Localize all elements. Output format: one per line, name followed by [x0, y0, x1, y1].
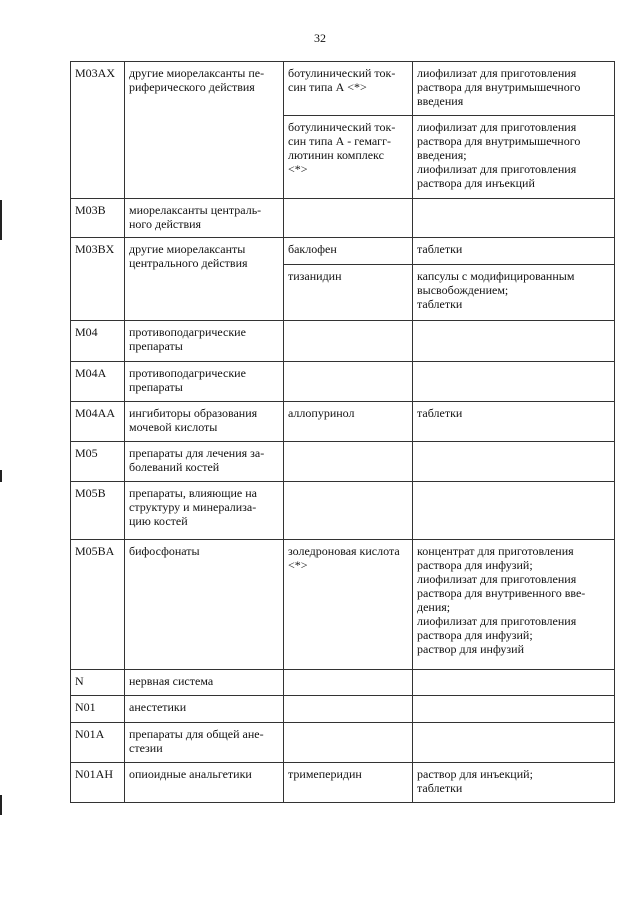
dosage-form-cell [413, 723, 615, 763]
atc-code-cell [71, 238, 125, 321]
drug-name-cell [284, 670, 413, 696]
table-row [71, 362, 615, 402]
scan-edge-mark [0, 795, 2, 815]
atc-code-text: M05 [75, 446, 98, 460]
atc-code-cell [71, 402, 125, 442]
anatomical-group-text: другие миорелаксанты пе- риферического действия [129, 66, 265, 94]
drug-name-cell [284, 199, 413, 238]
drug-name-cell [284, 696, 413, 723]
scan-edge-mark [0, 470, 2, 482]
anatomical-group-text: бифосфонаты [129, 544, 200, 558]
dosage-form-text: лиофилизат для приготовления раствора для внутримышечного введения [417, 66, 581, 108]
dosage-form-cell [413, 238, 615, 265]
drug-name-text: золедроновая кислота <*> [288, 544, 400, 572]
drug-name-cell [284, 402, 413, 442]
drug-name-cell [284, 362, 413, 402]
anatomical-group-cell [125, 723, 284, 763]
drug-name-text: баклофен [288, 242, 337, 256]
drug-name-cell [284, 763, 413, 803]
scan-edge-mark [0, 200, 2, 240]
atc-code-text: M03B [75, 203, 106, 217]
page-number: 32 [314, 31, 326, 45]
anatomical-group-cell [125, 62, 284, 199]
drug-name-cell [284, 265, 413, 321]
atc-code-cell [71, 199, 125, 238]
atc-code-text: M04AA [75, 406, 116, 420]
dosage-form-text: таблетки [417, 242, 463, 256]
drug-name-cell [284, 540, 413, 670]
drug-name-text: тримеперидин [288, 767, 362, 781]
anatomical-group-cell [125, 482, 284, 540]
anatomical-group-text: нервная система [129, 674, 214, 688]
dosage-form-cell [413, 321, 615, 362]
dosage-form-cell [413, 442, 615, 482]
anatomical-group-text: ингибиторы образования мочевой кислоты [129, 406, 258, 434]
anatomical-group-cell [125, 321, 284, 362]
table-row [71, 199, 615, 238]
dosage-form-cell [413, 362, 615, 402]
anatomical-group-text: препараты для лечения за- болеваний костей [129, 446, 265, 474]
anatomical-group-cell [125, 402, 284, 442]
anatomical-group-text: противоподагрические препараты [129, 325, 246, 353]
table-row [71, 321, 615, 362]
anatomical-group-text: миорелаксанты централь- ного действия [129, 203, 262, 231]
dosage-form-cell [413, 540, 615, 670]
drug-name-cell [284, 482, 413, 540]
dosage-form-cell [413, 62, 615, 116]
anatomical-group-cell [125, 670, 284, 696]
dosage-form-text: капсулы с модифицированным высвобождением; таблетки [417, 269, 575, 311]
drug-list-table [70, 61, 615, 803]
atc-code-cell [71, 362, 125, 402]
dosage-form-cell [413, 696, 615, 723]
anatomical-group-cell [125, 540, 284, 670]
dosage-form-cell [413, 265, 615, 321]
atc-code-text: M04A [75, 366, 107, 380]
dosage-form-text: таблетки [417, 406, 463, 420]
anatomical-group-cell [125, 442, 284, 482]
atc-code-text: M05BA [75, 544, 115, 558]
table-row [71, 482, 615, 540]
drug-name-text: ботулинический ток- син типа А - гемагг- лютинин комплекс <*> [288, 120, 396, 176]
table-row [71, 442, 615, 482]
atc-code-cell [71, 723, 125, 763]
dosage-form-text: концентрат для приготовления раствора для инфузий; лиофилизат для приготовления раствора для внутривенного вве- дения; лиофилизат для приготовления раствора для инфузий; раствор для инфузий [417, 544, 586, 656]
atc-code-text: N [75, 674, 84, 688]
anatomical-group-text: препараты для общей ане- стезии [129, 727, 264, 755]
dosage-form-text: лиофилизат для приготовления раствора для внутримышечного введения; лиофилизат для приготовления раствора для инъекций [417, 120, 581, 190]
drug-name-cell [284, 116, 413, 199]
atc-code-text: N01 [75, 700, 96, 714]
table-row [71, 62, 615, 116]
table-row [71, 670, 615, 696]
anatomical-group-text: опиоидные анальгетики [129, 767, 252, 781]
anatomical-group-cell [125, 696, 284, 723]
dosage-form-cell [413, 402, 615, 442]
dosage-form-cell [413, 116, 615, 199]
drug-name-text: тизанидин [288, 269, 342, 283]
table-row [71, 238, 615, 265]
anatomical-group-text: анестетики [129, 700, 187, 714]
atc-code-cell [71, 442, 125, 482]
drug-name-cell [284, 238, 413, 265]
dosage-form-text: раствор для инъекций; таблетки [417, 767, 533, 795]
drug-name-cell [284, 321, 413, 362]
atc-code-cell [71, 763, 125, 803]
anatomical-group-text: другие миорелаксанты центрального действия [129, 242, 248, 270]
dosage-form-cell [413, 482, 615, 540]
drug-name-text: ботулинический ток- син типа А <*> [288, 66, 396, 94]
atc-code-cell [71, 696, 125, 723]
table-row [71, 723, 615, 763]
anatomical-group-cell [125, 199, 284, 238]
anatomical-group-text: противоподагрические препараты [129, 366, 246, 394]
drug-name-text: аллопуринол [288, 406, 355, 420]
atc-code-text: N01A [75, 727, 105, 741]
atc-code-text: M03BX [75, 242, 115, 256]
atc-code-cell [71, 321, 125, 362]
table-row [71, 540, 615, 670]
drug-name-cell [284, 723, 413, 763]
table-row [71, 696, 615, 723]
atc-code-text: N01AH [75, 767, 113, 781]
table-row [71, 763, 615, 803]
anatomical-group-cell [125, 763, 284, 803]
atc-code-cell [71, 482, 125, 540]
drug-name-cell [284, 442, 413, 482]
anatomical-group-cell [125, 362, 284, 402]
atc-code-text: M03AX [75, 66, 116, 80]
atc-code-cell [71, 62, 125, 199]
dosage-form-cell [413, 763, 615, 803]
table-row [71, 402, 615, 442]
atc-code-cell [71, 670, 125, 696]
anatomical-group-cell [125, 238, 284, 321]
anatomical-group-text: препараты, влияющие на структуру и минерализа- цию костей [129, 486, 257, 528]
dosage-form-cell [413, 199, 615, 238]
atc-code-cell [71, 540, 125, 670]
atc-code-text: M05B [75, 486, 106, 500]
drug-name-cell [284, 62, 413, 116]
dosage-form-cell [413, 670, 615, 696]
atc-code-text: M04 [75, 325, 98, 339]
